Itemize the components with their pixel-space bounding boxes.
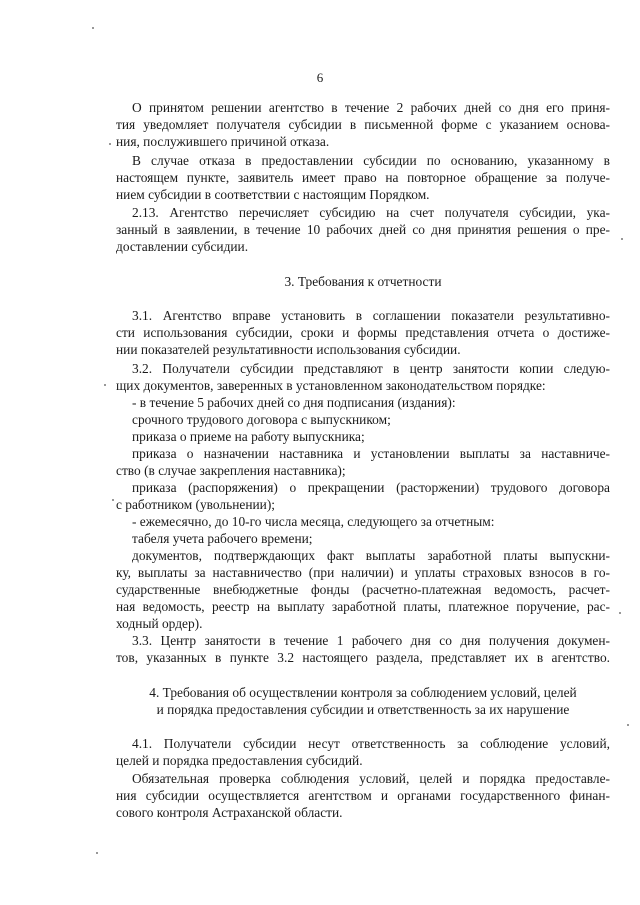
text-line: В случае отказа в предоставлении субсидии по основанию, указанному в (132, 153, 610, 168)
text-line: 2.13. Агентство перечисляет субсидию на счет получателя субсидии, ука- (132, 205, 610, 220)
text-line: ство (в случае закрепления наставника); (116, 463, 346, 478)
text-line: 4.1. Получатели субсидии несут ответственность за соблюдение условий, (132, 736, 610, 751)
text-line: 3.1. Агентство вправе установить в соглашении показатели результативно- (132, 308, 610, 323)
text-line: занный в заявлении, в течение 10 рабочих дней со дня принятия решения о пре- (116, 222, 610, 237)
list-item: табеля учета рабочего времени; (132, 531, 313, 546)
list-item: - ежемесячно, до 10-го числа месяца, следующего за отчетным: (132, 514, 495, 529)
list-item: приказа (распоряжения) о прекращении (расторжении) трудового договора (132, 480, 610, 495)
scan-speck (627, 724, 629, 726)
list-item: срочного трудового договора с выпускником; (132, 412, 391, 427)
scan-speck (619, 612, 621, 614)
scan-speck (112, 499, 114, 501)
text-line: ку, выплаты за наставничество (при наличии) и уплаты страховых взносов в го- (116, 565, 610, 580)
text-line: целей и порядка предоставления субсидий. (116, 753, 363, 768)
text-line: тия уведомляет получателя субсидии в письменной форме с указанием основа- (116, 117, 610, 132)
section-heading: 4. Требования об осуществлении контроля за соблюдением условий, целей (149, 685, 577, 700)
text-line: сового контроля Астраханской области. (116, 805, 343, 820)
text-line: О принятом решении агентство в течение 2 рабочих дней со дня его приня- (132, 100, 610, 115)
text-line: 3.3. Центр занятости в течение 1 рабочего дня со дня получения докумен- (132, 633, 610, 648)
text-line: ная ведомость, реестр на выплату заработной платы, платежное поручение, рас- (116, 599, 610, 614)
list-item: документов, подтверждающих факт выплаты заработной платы выпускни- (132, 548, 610, 563)
text-line: нии показателей результативности использования субсидии. (116, 342, 461, 357)
text-line: доставлении субсидии. (116, 239, 249, 254)
text-line: ходный ордер). (116, 616, 203, 631)
text-line: ния, послужившего причиной отказа. (116, 134, 330, 149)
scan-speck (96, 852, 98, 854)
page-number: 6 (316, 70, 324, 85)
text-line: сти использования субсидии, сроки и формы представления отчета о достиже- (116, 325, 610, 340)
list-item: - в течение 5 рабочих дней со дня подписания (издания): (132, 395, 456, 410)
list-item: приказа о приеме на работу выпускника; (132, 429, 365, 444)
scan-speck (92, 27, 94, 29)
text-line: с работником (увольнении); (116, 497, 276, 512)
section-heading: 3. Требования к отчетности (284, 274, 442, 289)
text-line: нием субсидии в соответствии с настоящим Порядком. (116, 187, 430, 202)
list-item: приказа о назначении наставника и установлении выплаты за наставниче- (132, 446, 610, 461)
scan-speck (109, 143, 111, 145)
text-line: щих документов, заверенных в установленном законодательством порядке: (116, 378, 546, 393)
scan-speck (621, 238, 623, 240)
text-line: тов, указанных в пункте 3.2 настоящего раздела, представляет их в агентство. (116, 650, 610, 665)
text-line: 3.2. Получатели субсидии представляют в центр занятости копии следую- (132, 361, 610, 376)
text-line: Обязательная проверка соблюдения условий, целей и порядка предоставле- (132, 771, 610, 786)
text-line: сударственные внебюджетные фонды (расчетно-платежная ведомость, расчет- (116, 582, 610, 597)
section-heading: и порядка предоставления субсидии и ответственность за их нарушение (156, 702, 570, 717)
scan-speck (104, 384, 106, 386)
text-line: настоящем пункте, заявитель имеет право на повторное обращение за получе- (116, 170, 610, 185)
text-line: ния субсидии осуществляется агентством и органами государственного финан- (116, 788, 610, 803)
